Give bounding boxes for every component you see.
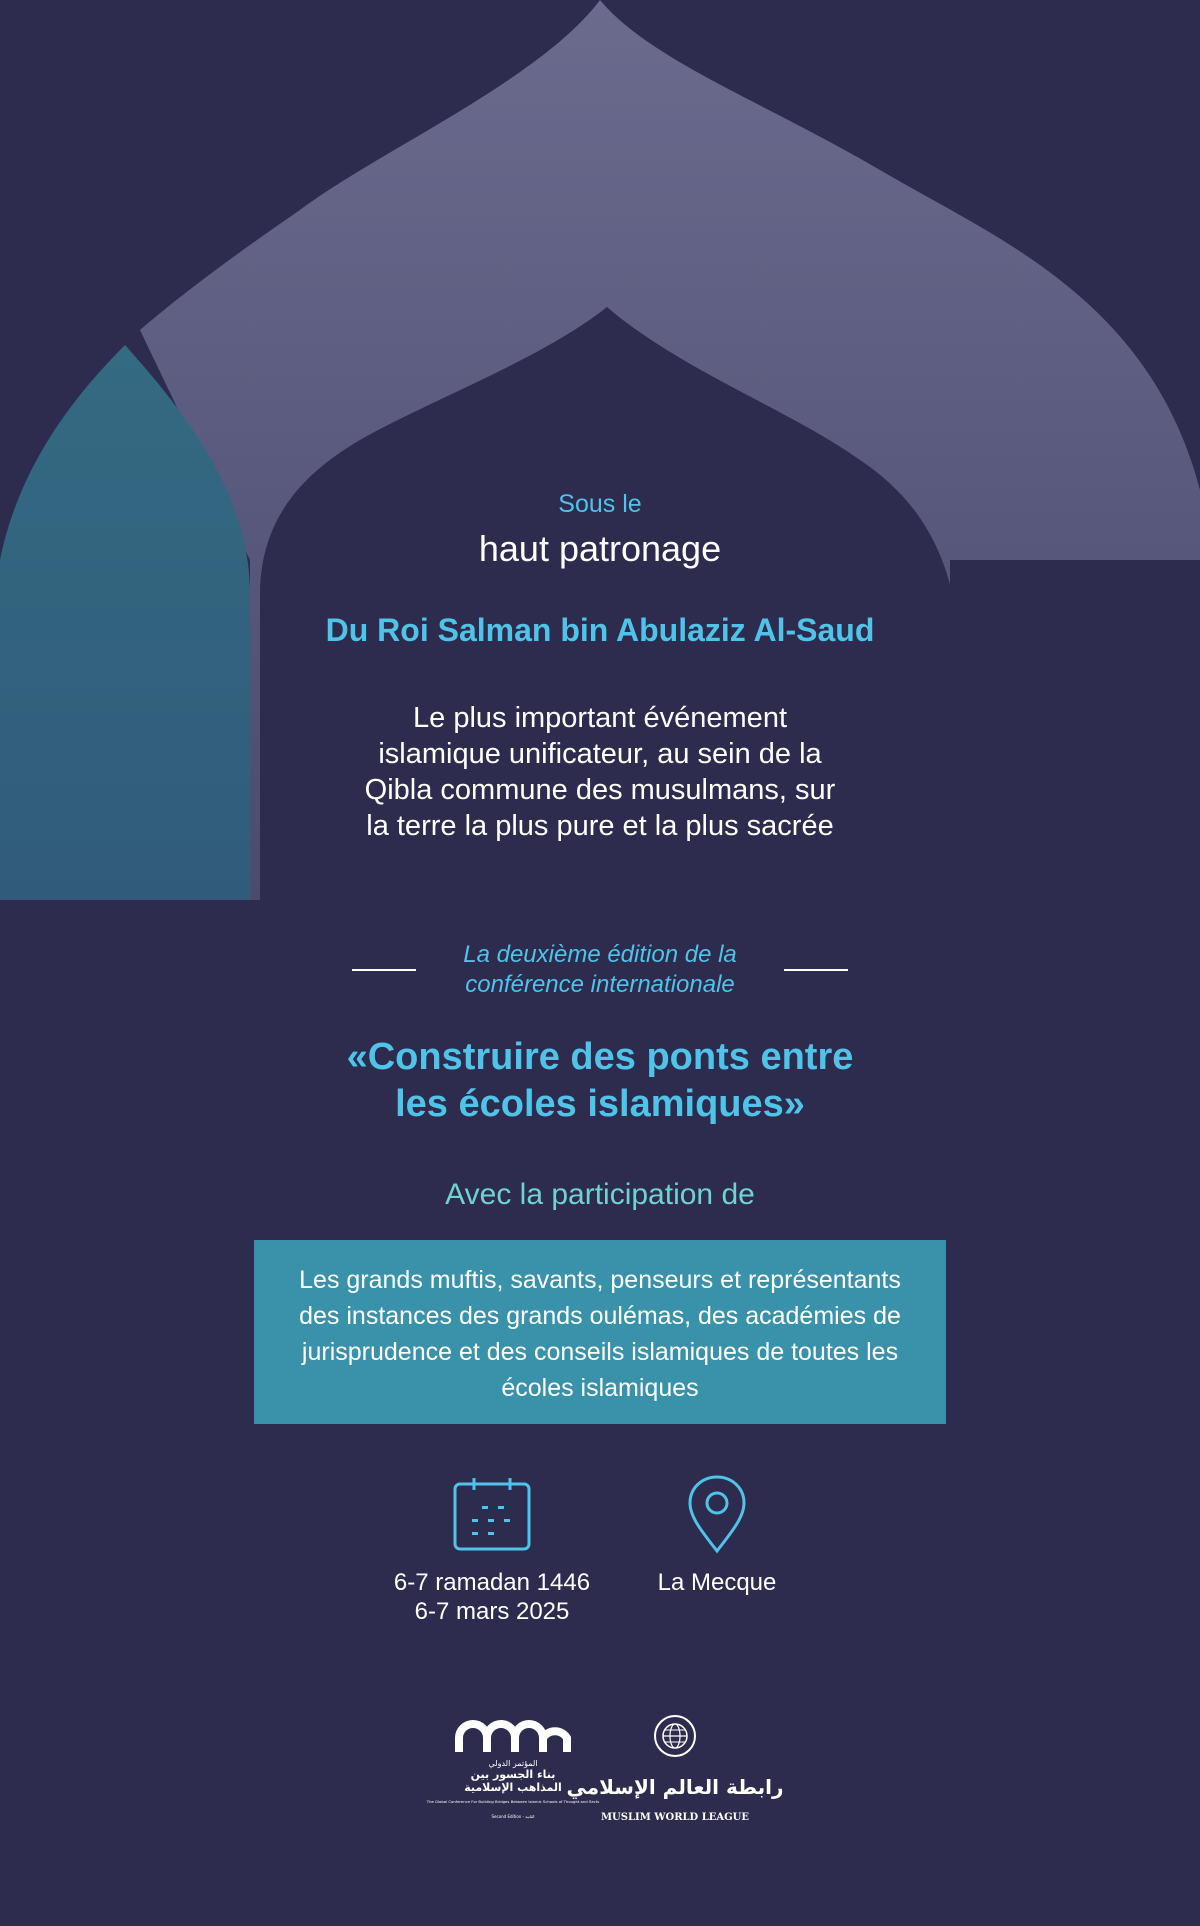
king-name: Du Roi Salman bin Abulaziz Al-Saud: [325, 612, 875, 648]
conference-logo: [426, 1714, 600, 1828]
patronage-heading: haut patronage: [478, 528, 722, 569]
left-divider: [352, 969, 416, 971]
conference-title-line-2: les écoles islamiques»: [395, 1083, 805, 1125]
muslim-world-league-logo: [566, 1710, 784, 1834]
mwl-english-name: MUSLIM WORLD LEAGUE: [600, 1812, 750, 1823]
date-gregorian: 6-7 mars 2025: [414, 1598, 570, 1625]
globe-emblem-icon: [655, 1716, 695, 1756]
mwl-arabic-name: رابطة العالم الإسلامي: [566, 1775, 784, 1799]
edition-banner: [0, 940, 1200, 1000]
participants-text: Les grands muftis, savants, penseurs et représentants des instances des grands oulémas, des académies de jurisprudence et des conseils islamiques de toutes les écoles islamiques: [299, 1266, 901, 1402]
conference-title-line-1: «Construire des ponts entre: [346, 1036, 854, 1078]
date-hijri: 6-7 ramadan 1446: [393, 1569, 591, 1596]
conference-logo-english: The Global Conference For Building Bridges Between Islamic Schools of Thought and Sects: [426, 1799, 600, 1804]
edition-line-1: La deuxième édition de la: [463, 941, 737, 968]
conference-logo-edition: Second Edition - الثانية: [491, 1814, 535, 1819]
event-dates: [370, 1568, 614, 1626]
participants-box: [254, 1240, 946, 1424]
calendar-icon: [452, 1476, 532, 1552]
conference-logo-arabic-2: بناء الجسور بين: [470, 1768, 556, 1781]
right-divider: [784, 969, 848, 971]
edition-text: [450, 940, 750, 1000]
event-location: La Mecque: [657, 1569, 777, 1596]
conference-logo-arabic-3: المذاهب الإسلامية: [464, 1781, 562, 1794]
patronage-intro: Sous le: [558, 490, 642, 518]
conference-title: [250, 1034, 950, 1128]
event-description: Le plus important événement islamique unificateur, au sein de la Qibla commune des musulmans, sur la terre la plus pure et la plus sacrée: [364, 702, 836, 842]
location-pin-icon: [686, 1474, 748, 1554]
edition-line-2: conférence internationale: [465, 971, 735, 998]
conference-logo-arabic-1: المؤتمر الدولي: [488, 1759, 538, 1768]
participation-heading: Avec la participation de: [445, 1178, 755, 1211]
